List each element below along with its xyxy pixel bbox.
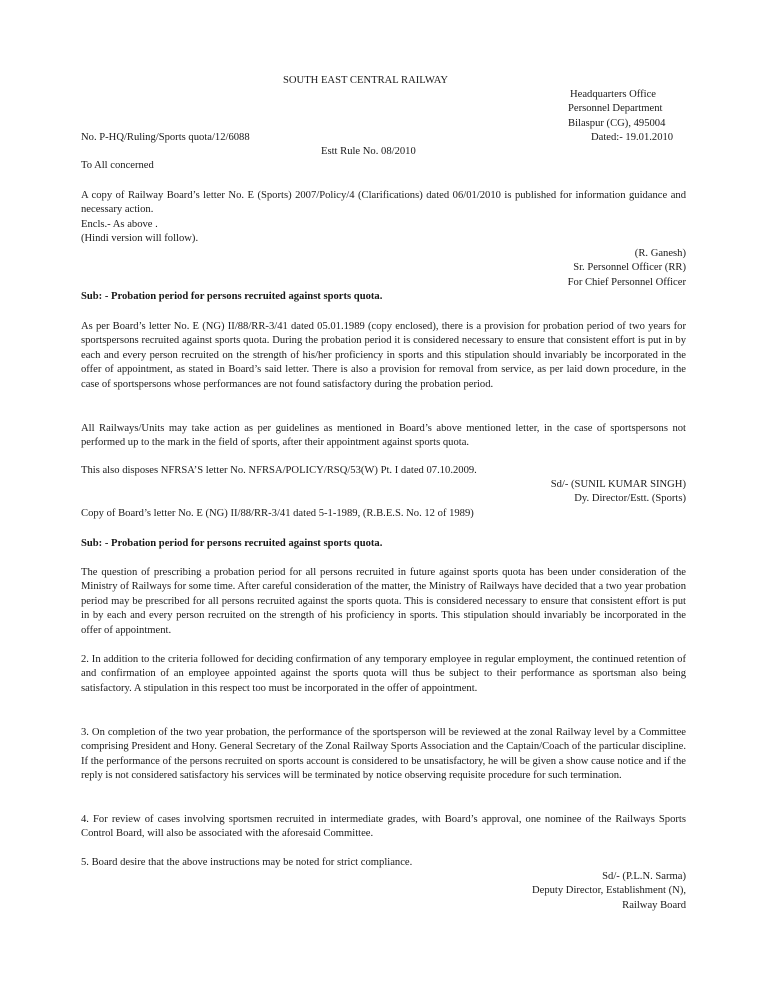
signature-line: Dy. Director/Estt. (Sports) bbox=[574, 493, 686, 505]
disposal-note: This also disposes NFRSA’S letter No. NFRSA/POLICY/RSQ/53(W) Pt. I dated 07.10.2009. bbox=[81, 465, 477, 476]
signature-block-ganesh bbox=[568, 247, 686, 290]
body-paragraph: 5. Board desire that the above instructions may be noted for strict compliance. bbox=[81, 857, 413, 868]
signature-block-sarma bbox=[532, 870, 686, 913]
signature-line: (R. Ganesh) bbox=[634, 248, 686, 259]
addressee: To All concerned bbox=[81, 160, 154, 171]
enclosures: Encls.- As above . bbox=[81, 219, 158, 230]
subject-line: Sub: - Probation period for persons recruited against sports quota. bbox=[81, 291, 383, 302]
signature-line: Sd/- (SUNIL KUMAR SINGH) bbox=[550, 479, 686, 490]
estt-rule-number: Estt Rule No. 08/2010 bbox=[321, 146, 416, 157]
reference-number: No. P-HQ/Ruling/Sports quota/12/6088 bbox=[81, 132, 250, 143]
body-paragraph: 2. In addition to the criteria followed for deciding confirmation of any temporary employee in regular employment, the continued retention of and confirmation of an employee appointed against the sports quota will thus be subject to their performance as sportsman also being satisfactory. A stipulation in this respect too must be incorporated in the offer of appointment. bbox=[81, 654, 686, 694]
hindi-note: (Hindi version will follow). bbox=[81, 233, 199, 244]
subject-line: Sub: - Probation period for persons recruited against sports quota. bbox=[81, 538, 383, 549]
office-line: Personnel Department bbox=[568, 103, 663, 114]
body-paragraph: All Railways/Units may take action as per guidelines as mentioned in Board’s above mentioned letter, in the case of sportspersons not performed up to the mark in the field of sports, after their appointment against sports quota. bbox=[81, 423, 686, 449]
body-paragraph: As per Board’s letter No. E (NG) II/88/RR-3/41 dated 05.01.1989 (copy enclosed), there is a provision for probation period of two years for sportspersons recruited against sports quota. During the probation period it is considered necessary to ensure that consistent effort is put in by each and every person recruited on the strength of his/her proficiency in sports and this stipulation should invariably be incorporated in the offer of appointment, as stated in Board’s said letter. There is also a provision for removal from service, as per laid down procedure, in the case of sportspersons whose performances are not found satisfactory during the probation period. bbox=[81, 321, 686, 390]
signature-line: Deputy Director, Establishment (N), bbox=[531, 885, 686, 897]
body-paragraph: 4. For review of cases involving sportsmen recruited in intermediate grades, with Board’s approval, one nominee of the Railways Sports Control Board, will also be associated with the aforesaid Committee. bbox=[81, 814, 686, 840]
org-heading: SOUTH EAST CENTRAL RAILWAY bbox=[283, 75, 449, 86]
body-paragraph: 3. On completion of the two year probation, the performance of the sportsperson will be reviewed at the zonal Railway level by a Committee comprising President and Hony. General Secretary of the Zonal Railway Sports Association and the Captain/Coach of the particular discipline. If the performance of the persons recruited on sports account is considered to be unsatisfactory, he will be given a show cause notice and if the reply is not considered satisfactory his services will be terminated by notice observing requisite procedure for such termination. bbox=[81, 727, 686, 782]
copy-reference: Copy of Board’s letter No. E (NG) II/88/RR-3/41 dated 5-1-1989, (R.B.E.S. No. 12 of 1989) bbox=[81, 508, 474, 519]
signature-line: Sd/- (P.L.N. Sarma) bbox=[602, 871, 686, 882]
office-line: Bilaspur (CG), 495004 bbox=[568, 118, 666, 129]
signature-line: For Chief Personnel Officer bbox=[567, 276, 686, 288]
dated: Dated:- 19.01.2010 bbox=[591, 132, 674, 143]
body-paragraph: The question of prescribing a probation period for all persons recruited in future against sports quota has been under consideration of the Ministry of Railways for some time. After careful consideration of the matter, the Ministry of Railways have decided that a two year probation period may be prescribed for all persons recruited against the sports quota. This is considered necessary to ensure that consistent effort is put in by each and every person recruited on the strength of his proficiency in sports. This stipulation should invariably be incorporated in the offer of appointment. bbox=[81, 567, 686, 636]
signature-line: Sr. Personnel Officer (RR) bbox=[573, 262, 686, 274]
intro-paragraph: A copy of Railway Board’s letter No. E (Sports) 2007/Policy/4 (Clarifications) dated 06/01/2010 is published for information guidance and necessary action. bbox=[81, 190, 686, 216]
signature-block-singh bbox=[551, 478, 686, 507]
office-line: Headquarters Office bbox=[570, 89, 656, 100]
signature-line: Railway Board bbox=[622, 899, 686, 911]
